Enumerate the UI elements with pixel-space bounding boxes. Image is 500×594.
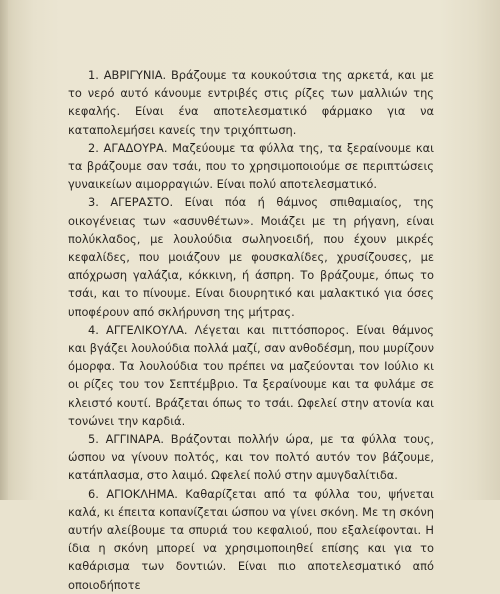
entry-4: 4. ΑΓΓΕΛΙΚΟΥΛΑ. Λέγεται και πιττόσπορος. Είναι θάμνος και βγάζει λουλούδια πολλά μαζί, σαν ανθοδέσμη, που μυρίζουν όμορφα. Τα λουλούδια του πρέπει να μαζεύονται τον Ιούλιο κι οι ρίζες του τον Σεπτέμβριο. Τα ξεραίνουμε και τα φυλάμε σε κλειστό κουτί. Βράζεται όπως το τσάι. Ωφελεί στην ατονία και τονώνει την καρδιά.	[68, 322, 434, 428]
entry-1: 1. ΑΒΡΙΓΥΝΙΑ. Βράζουμε τα κουκούτσια της αρκετά, και με το νερό αυτό κάνουμε εντριβές στις ρίζες των μαλλιών της κεφαλής. Είναι ένα αποτελεσματικό φάρμακο για να καταπολεμήσει κανείς την τριχόπτωση.	[68, 68, 434, 137]
entry-5: 5. ΑΓΓΙΝΑΡΑ. Βράζονται πολλήν ώρα, με τα φύλλα τους, ώσπου να γίνουν πολτός, και τον πολτό αυτόν τον βάζουμε, κατάπλασμα, στο λαιμό. Ωφελεί πολύ στην αμυγδαλίτιδα.	[68, 432, 434, 483]
page-gutter-shadow	[0, 0, 8, 500]
entry-6: 6. ΑΓΙΟΚΛΗΜΑ. Καθαρίζεται από τα φύλλα του, ψήνεται καλά, κι έπειτα κοπανίζεται ώσπου να γίνει σκόνη. Με τη σκόνη αυτήν αλείβουμε τα σπυριά του κεφαλιού, που εξαλείφονται. Η ίδια η σκόνη μπορεί να χρησιμοποιηθεί επίσης και για το καθάρισμα των δοντιών. Είναι πιο αποτελεσματικό από οποιοδήποτε	[68, 486, 434, 592]
herbal-entries-text	[68, 66, 434, 594]
entry-2: 2. ΑΓΑΔΟΥΡΑ. Μαζεύουμε τα φύλλα της, τα ξεραίνουμε και τα βράζουμε σαν τσάι, που το χρησιμοποιούμε σε περιπτώσεις γυναικείων αιμορραγιών. Είναι πολύ αποτελεσματικό.	[68, 140, 434, 192]
entry-3: 3. ΑΓΕΡΑΣΤΟ. Είναι πόα ή θάμνος σπιθαμιαίος, της οικογένειας των «ασυνθέτων». Μοιάζει με τη ρήγανη, είναι πολύκλαδος, με λουλούδια σωληνοειδή, που έχουν μικρές κεφαλίδες, που μοιάζουν με φουσκαλίδες, χρυσίζουσες, με απόχρωση γαλάζια, κόκκινη, ή άσπρη. Το βράζουμε, όπως το τσάι, και το πίνουμε. Είναι διουρητικό και μαλακτικό για όσες υποφέρουν από σκλήρυνση της μήτρας.	[68, 195, 434, 319]
